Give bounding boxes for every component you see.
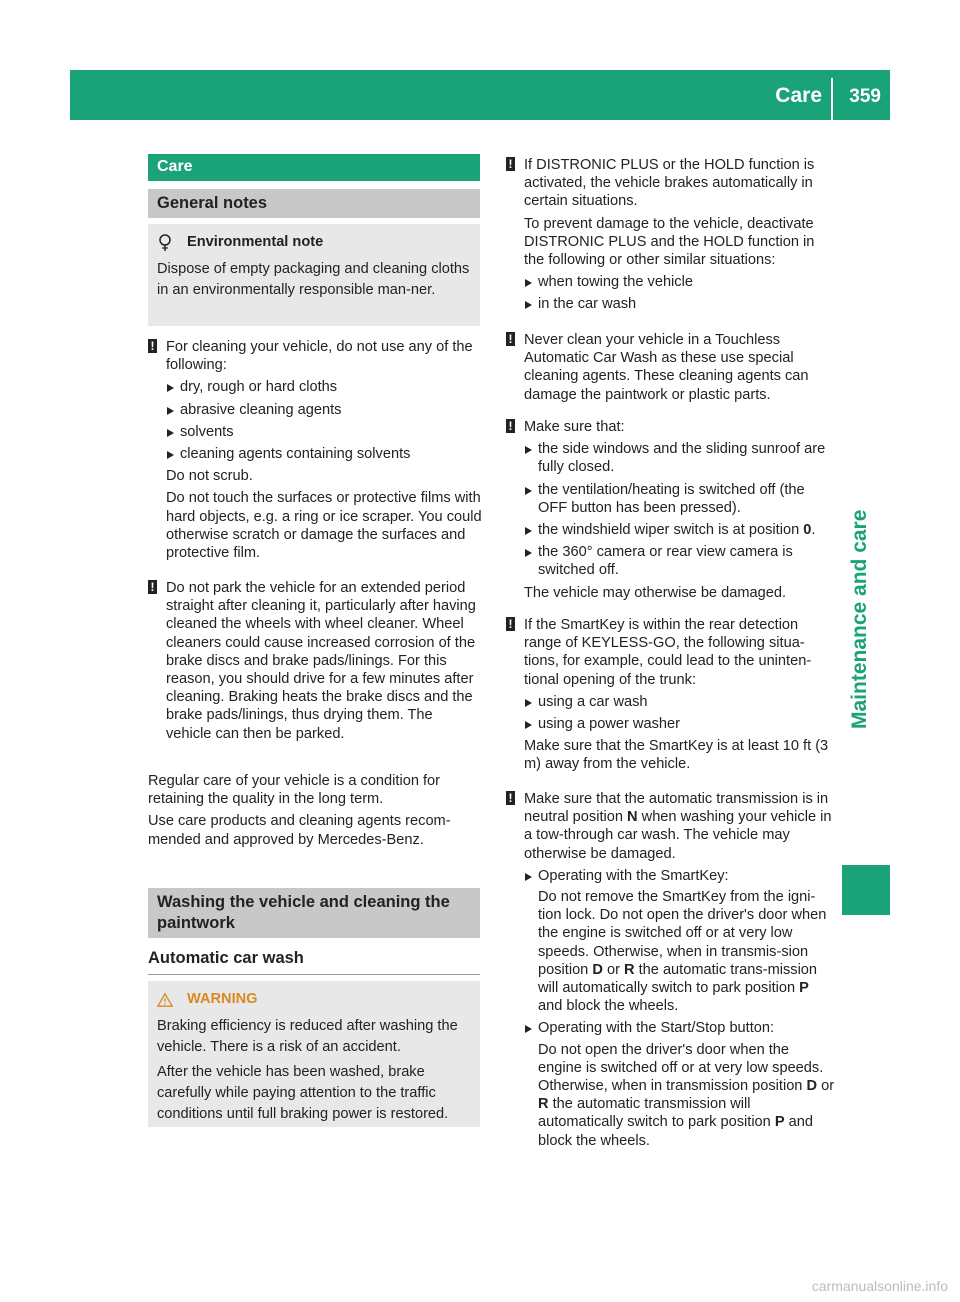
chapter-marker: [842, 865, 890, 915]
touchless-wash-note: ! Never clean your vehicle in a Touchless Automatic Car Wash as these use special cleaning agents. These cleaning agents can damage the paintwork or plastic parts.: [506, 331, 836, 404]
warning-triangle-icon: [157, 991, 173, 1009]
warning-title: WARNING: [187, 991, 258, 1007]
warning-box: WARNING Braking efficiency is reduced after washing the vehicle. There is a risk of an accident. After the vehicle has been washed, brake carefully while paying attention to the traffic conditions until full braking power is restored.: [148, 981, 480, 1127]
washing-heading: Washing the vehicle and cleaning the paintwork: [148, 888, 480, 938]
section-title: Care: [775, 84, 822, 107]
page-header-bar: [70, 70, 890, 120]
list-item: when towing the vehicle: [524, 273, 836, 291]
list-item: cleaning agents containing solvents: [166, 445, 482, 463]
neutral-position-note: ! Make sure that the automatic transmission is in neutral position N when washing your vehicle in a tow-through car wash. The vehicle may otherwise be damaged. Operating with the SmartKey: Do not remove the SmartKey from the igni-tion lock. Do not open the driver's door when the engine is switched off or at very low speeds. Otherwise, when in transmis-sion position D or R the automatic trans-mission will automatically switch to park position P and block the wheels. Operating with the Start/Stop button: Do not open the driver's door when the engine is switched off or at very low speeds. Otherwise, when in transmission position D or R the automatic transmission will automatically switch to park position P and block the wheels.: [506, 790, 836, 1154]
list-item: the 360° camera or rear view camera is switched off.: [524, 543, 836, 579]
exclamation-icon: !: [148, 339, 157, 353]
list-item: solvents: [166, 423, 482, 441]
chapter-tab: [842, 120, 890, 1020]
list-item: abrasive cleaning agents: [166, 401, 482, 419]
list-item: dry, rough or hard cloths: [166, 378, 482, 396]
watermark: carmanualsonline.info: [811, 1278, 948, 1294]
list-item: the ventilation/heating is switched off (the OFF button has been pressed).: [524, 481, 836, 517]
list-item: in the car wash: [524, 295, 836, 313]
environmental-note-title: Environmental note: [187, 234, 324, 250]
exclamation-icon: !: [506, 791, 515, 805]
list-item: Operating with the Start/Stop button: Do not open the driver's door when the engine is switched off or at very low speeds. Otherwise, when in transmission position D or R the automatic transmission will automatically switch to park position P and block the wheels.: [524, 1019, 836, 1149]
care-heading: Care: [148, 154, 480, 181]
automatic-car-wash-heading: Automatic car wash: [148, 949, 480, 975]
parking-after-cleaning-note: ! Do not park the vehicle for an extended period straight after cleaning it, particularly after having cleaned the wheels with wheel cleaner. Wheel cleaners could cause increased corrosion of the brake discs and brake pads/linings. For this reason, you should drive for a few minutes after cleaning. Braking heats the brake discs and the brake pads/linings, thus drying them. The vehicle can then be parked.: [148, 579, 482, 743]
cleaning-materials-note: ! For cleaning your vehicle, do not use any of the following: dry, rough or hard cloths abrasive cleaning agents solvents cleaning agents containing solvents Do not scrub. Do not touch the surfaces or protective films with hard objects, e.g. a ring or ice scraper. You could otherwise scratch or damage the surfaces and protective film.: [148, 338, 482, 562]
list-item: using a power washer: [524, 715, 836, 733]
environmental-note-box: [148, 224, 480, 326]
smartkey-detection-note: ! If the SmartKey is within the rear detection range of KEYLESS-GO, the following situa-tions, for example, could lead to the uninten-tional opening of the trunk: using a car wash using a power washer Make sure that the SmartKey is at least 10 ft (3 m) away from the vehicle.: [506, 616, 836, 774]
page-number: 359: [849, 86, 881, 107]
regular-care-paragraph: Regular care of your vehicle is a condition for retaining the quality in the long term. Use care products and cleaning agents recom-mended and approved by Mercedes-Benz.: [148, 773, 451, 848]
exclamation-icon: !: [148, 580, 157, 594]
list-item: the windshield wiper switch is at position 0.: [524, 521, 836, 539]
header-divider: [831, 78, 833, 120]
exclamation-icon: !: [506, 419, 515, 433]
lightbulb-icon: [157, 234, 173, 252]
list-item: the side windows and the sliding sunroof are fully closed.: [524, 440, 836, 476]
make-sure-note: ! Make sure that: the side windows and the sliding sunroof are fully closed. the ventilation/heating is switched off (the OFF button has been pressed). the windshield wiper switch is at position 0. the 360° camera or rear view camera is switched off. The vehicle may otherwise be damaged.: [506, 418, 836, 602]
exclamation-icon: !: [506, 332, 515, 346]
environmental-note-text: Dispose of empty packaging and cleaning cloths in an environmentally responsible man-ner.: [157, 261, 470, 298]
list-item: Operating with the SmartKey: Do not remove the SmartKey from the igni-tion lock. Do not open the driver's door when the engine is switched off or at very low speeds. Otherwise, when in transmis-sion position D or R the automatic trans-mission will automatically switch to park position P and block the wheels.: [524, 867, 836, 1016]
general-notes-heading: General notes: [148, 189, 480, 218]
exclamation-icon: !: [506, 617, 515, 631]
exclamation-icon: !: [506, 157, 515, 171]
distronic-note: ! If DISTRONIC PLUS or the HOLD function is activated, the vehicle brakes automatically in certain situations. To prevent damage to the vehicle, deactivate DISTRONIC PLUS and the HOLD function in the following or other similar situations: when towing the vehicle in the car wash: [506, 156, 836, 318]
list-item: using a car wash: [524, 693, 836, 711]
chapter-label: Maintenance and care: [848, 510, 871, 730]
